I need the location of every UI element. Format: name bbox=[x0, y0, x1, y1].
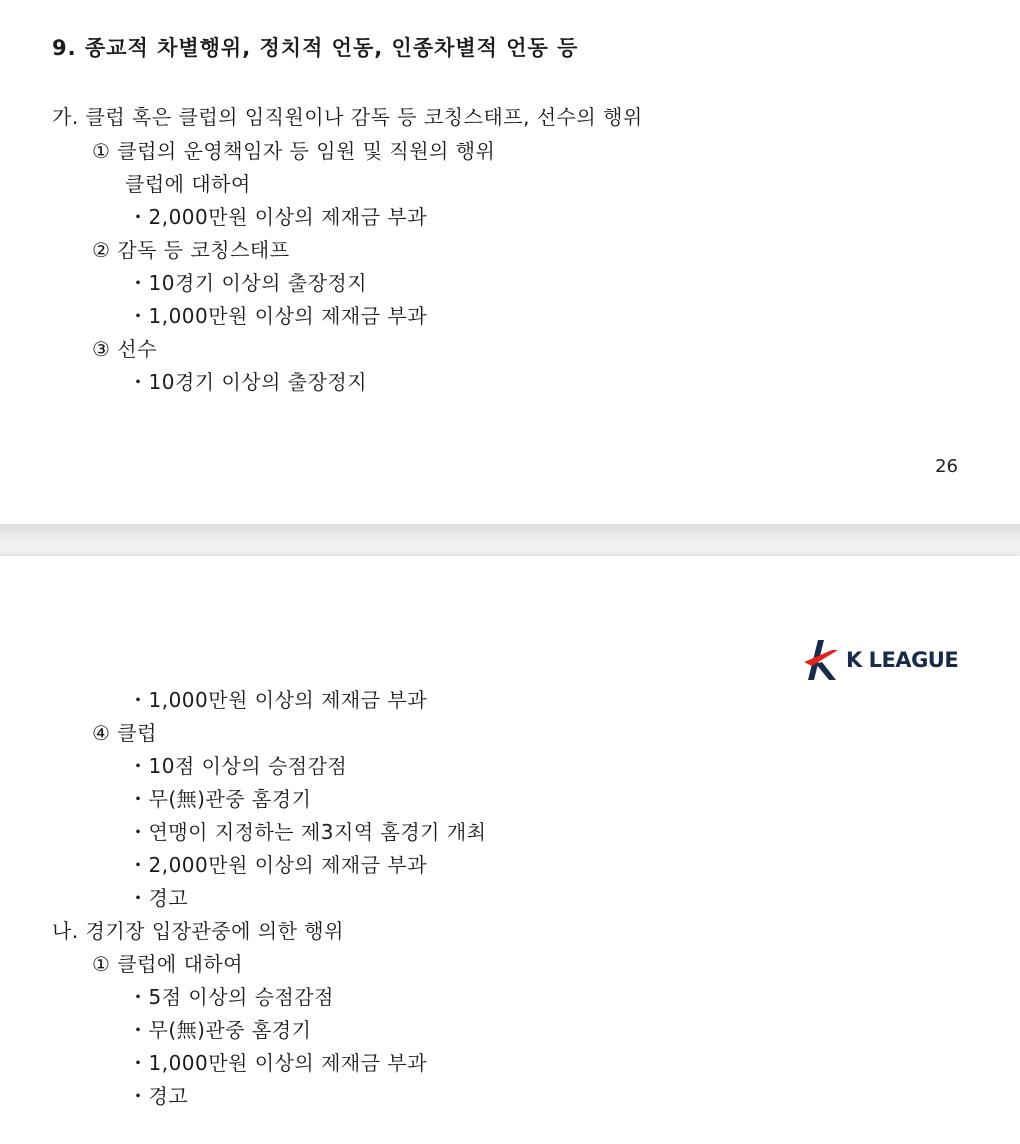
k-league-logo-text: K LEAGUE bbox=[846, 648, 959, 672]
na-item-1-bullet-4: ・경고 bbox=[128, 1084, 189, 1108]
page-number: 26 bbox=[935, 456, 958, 477]
item-4-bullet-4: ・2,000만원 이상의 제재금 부과 bbox=[128, 853, 428, 877]
section-heading: 9. 종교적 차별행위, 정치적 언동, 인종차별적 언동 등 bbox=[52, 36, 579, 60]
item-4-bullet-5: ・경고 bbox=[128, 886, 189, 910]
document-page-27 bbox=[0, 556, 1020, 1144]
na-item-1-bullet-2: ・무(無)관중 홈경기 bbox=[128, 1018, 312, 1042]
item-4-title: ④ 클럽 bbox=[92, 721, 157, 745]
k-league-logo bbox=[802, 638, 958, 682]
item-3-title: ③ 선수 bbox=[92, 337, 157, 361]
item-1-subtitle: 클럽에 대하여 bbox=[125, 172, 251, 196]
k-league-emblem-icon bbox=[802, 638, 844, 682]
na-item-1-bullet-3: ・1,000만원 이상의 제재금 부과 bbox=[128, 1051, 428, 1075]
item-3-bullet-1: ・10경기 이상의 출장정지 bbox=[128, 370, 368, 394]
item-4-bullet-2: ・무(無)관중 홈경기 bbox=[128, 787, 312, 811]
item-4-bullet-1: ・10점 이상의 승점감점 bbox=[128, 754, 348, 778]
section-ga-title: 가. 클럽 혹은 클럽의 임직원이나 감독 등 코칭스태프, 선수의 행위 bbox=[52, 105, 643, 129]
section-na-title: 나. 경기장 입장관중에 의한 행위 bbox=[52, 919, 344, 943]
item-2-bullet-2: ・1,000만원 이상의 제재금 부과 bbox=[128, 304, 428, 328]
item-2-bullet-1: ・10경기 이상의 출장정지 bbox=[128, 271, 368, 295]
item-1-title: ① 클럽의 운영책임자 등 임원 및 직원의 행위 bbox=[92, 139, 496, 163]
continued-bullet-1: ・1,000만원 이상의 제재금 부과 bbox=[128, 688, 428, 712]
item-4-bullet-3: ・연맹이 지정하는 제3지역 홈경기 개최 bbox=[128, 820, 487, 844]
item-2-title: ② 감독 등 코칭스태프 bbox=[92, 238, 290, 262]
item-1-bullet-1: ・2,000만원 이상의 제재금 부과 bbox=[128, 205, 428, 229]
na-item-1-bullet-1: ・5점 이상의 승점감점 bbox=[128, 985, 334, 1009]
page-separator bbox=[0, 524, 1020, 556]
na-item-1-title: ① 클럽에 대하여 bbox=[92, 952, 244, 976]
document-page-26 bbox=[0, 0, 1020, 524]
